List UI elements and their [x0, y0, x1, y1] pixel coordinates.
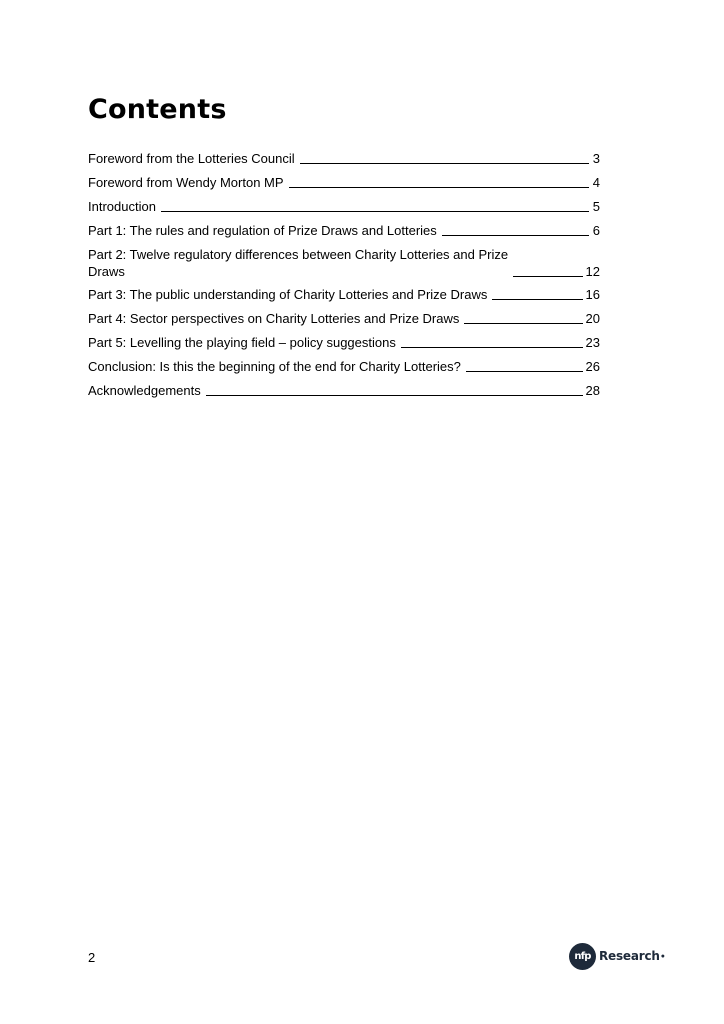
toc-leader-line [464, 323, 582, 324]
toc-entry-foreword-lotteries-council[interactable] [88, 150, 600, 167]
toc-entry-foreword-wendy-morton[interactable] [88, 174, 600, 191]
toc-entry-label: Part 1: The rules and regulation of Prize Draws and Lotteries [88, 223, 437, 238]
toc-entry-part-3[interactable] [88, 286, 600, 303]
toc-leader-line [161, 211, 589, 212]
toc-entry-introduction[interactable] [88, 198, 600, 215]
logo-text: Research [599, 949, 660, 963]
toc-entry-page: 12 [585, 264, 600, 279]
toc-entry-part-2[interactable] [88, 246, 600, 280]
toc-entry-page: 26 [585, 359, 600, 374]
toc-entry-page: 3 [592, 151, 600, 166]
table-of-contents [88, 150, 600, 406]
toc-leader-line [206, 395, 583, 396]
toc-leader-line [466, 371, 583, 372]
nfp-research-logo [569, 942, 665, 970]
toc-entry-part-4[interactable] [88, 310, 600, 327]
toc-entry-page: 20 [585, 311, 600, 326]
page-number: 2 [88, 950, 96, 965]
toc-entry-page: 16 [585, 287, 600, 302]
page-title: Contents [88, 94, 227, 125]
toc-entry-page: 4 [592, 175, 600, 190]
nfp-logo-icon: nfp [569, 943, 596, 970]
toc-entry-label: Part 5: Levelling the playing field – policy suggestions [88, 335, 396, 350]
toc-entry-page: 5 [592, 199, 600, 214]
toc-entry-page: 23 [585, 335, 600, 350]
toc-leader-line [513, 276, 582, 277]
toc-leader-line [442, 235, 589, 236]
toc-entry-label: Acknowledgements [88, 383, 201, 398]
logo-dot-icon: ● [660, 952, 665, 960]
toc-entry-label: Introduction [88, 199, 156, 214]
toc-entry-label [88, 246, 508, 280]
toc-entry-page: 28 [585, 383, 600, 398]
toc-entry-label: Part 4: Sector perspectives on Charity Lotteries and Prize Draws [88, 311, 460, 326]
toc-entry-label: Foreword from Wendy Morton MP [88, 175, 284, 190]
toc-entry-label-line1: Part 2: Twelve regulatory differences between Charity Lotteries and Prize [88, 247, 509, 262]
toc-entry-label-line2: Draws [88, 264, 125, 279]
toc-leader-line [289, 187, 589, 188]
toc-leader-line [401, 347, 583, 348]
toc-leader-line [492, 299, 582, 300]
toc-entry-page: 6 [592, 223, 600, 238]
toc-entry-conclusion[interactable] [88, 358, 600, 375]
toc-leader-line [300, 163, 589, 164]
toc-entry-part-1[interactable] [88, 222, 600, 239]
toc-entry-label: Foreword from the Lotteries Council [88, 151, 295, 166]
toc-entry-acknowledgements[interactable] [88, 382, 600, 399]
toc-entry-label: Part 3: The public understanding of Charity Lotteries and Prize Draws [88, 287, 488, 302]
toc-entry-label: Conclusion: Is this the beginning of the end for Charity Lotteries? [88, 359, 461, 374]
toc-entry-part-5[interactable] [88, 334, 600, 351]
